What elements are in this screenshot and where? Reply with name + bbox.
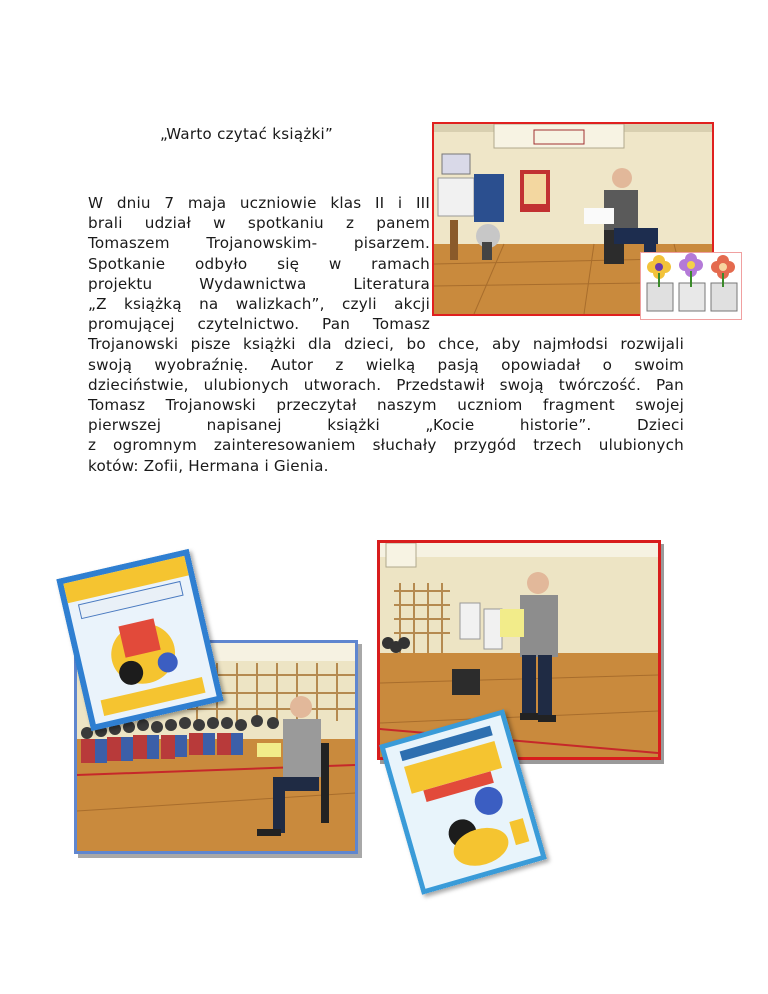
paragraph-line: projektu Wydawnictwa Literatura bbox=[88, 274, 430, 293]
paragraph-line: kotów: Zofii, Hermana i Gienia. bbox=[88, 456, 329, 475]
flowers-clipart bbox=[640, 252, 742, 320]
paragraph-line: brali udział w spotkaniu z panem bbox=[88, 214, 430, 233]
author-holding-book-photo bbox=[377, 540, 661, 760]
paragraph-line: dzieciństwie, ulubionych utworach. Przedstawił swoją twórczość. Pan bbox=[88, 375, 684, 394]
paragraph-line: W dniu 7 maja uczniowie klas II i III bbox=[88, 194, 430, 212]
paragraph-line: Trojanowski pisze książki dla dzieci, bo chce, aby najmłodsi rozwijali bbox=[88, 335, 684, 354]
paragraph-line: pierwszej napisanej książki „Kocie historie”. Dzieci bbox=[88, 416, 684, 435]
paragraph-line: z ogromnym zainteresowaniem słuchały przygód trzech ulubionych bbox=[88, 436, 684, 455]
document-title: „Warto czytać książki” bbox=[160, 125, 334, 143]
paragraph-line: „Z książką na walizkach”, czyli akcji bbox=[88, 295, 430, 314]
paragraph-line: swoją wyobraźnię. Autor z wielką pasją opowiadał o swoim bbox=[88, 355, 684, 374]
paragraph-line: Tomaszem Trojanowskim- pisarzem. bbox=[88, 234, 430, 253]
paragraph-line: Spotkanie odbyło się w ramach bbox=[88, 254, 430, 273]
paragraph-line: Tomasz Trojanowski przeczytał naszym uczniom fragment swojej bbox=[88, 396, 684, 415]
paragraph-line: promującej czytelnictwo. Pan Tomasz bbox=[88, 315, 430, 334]
